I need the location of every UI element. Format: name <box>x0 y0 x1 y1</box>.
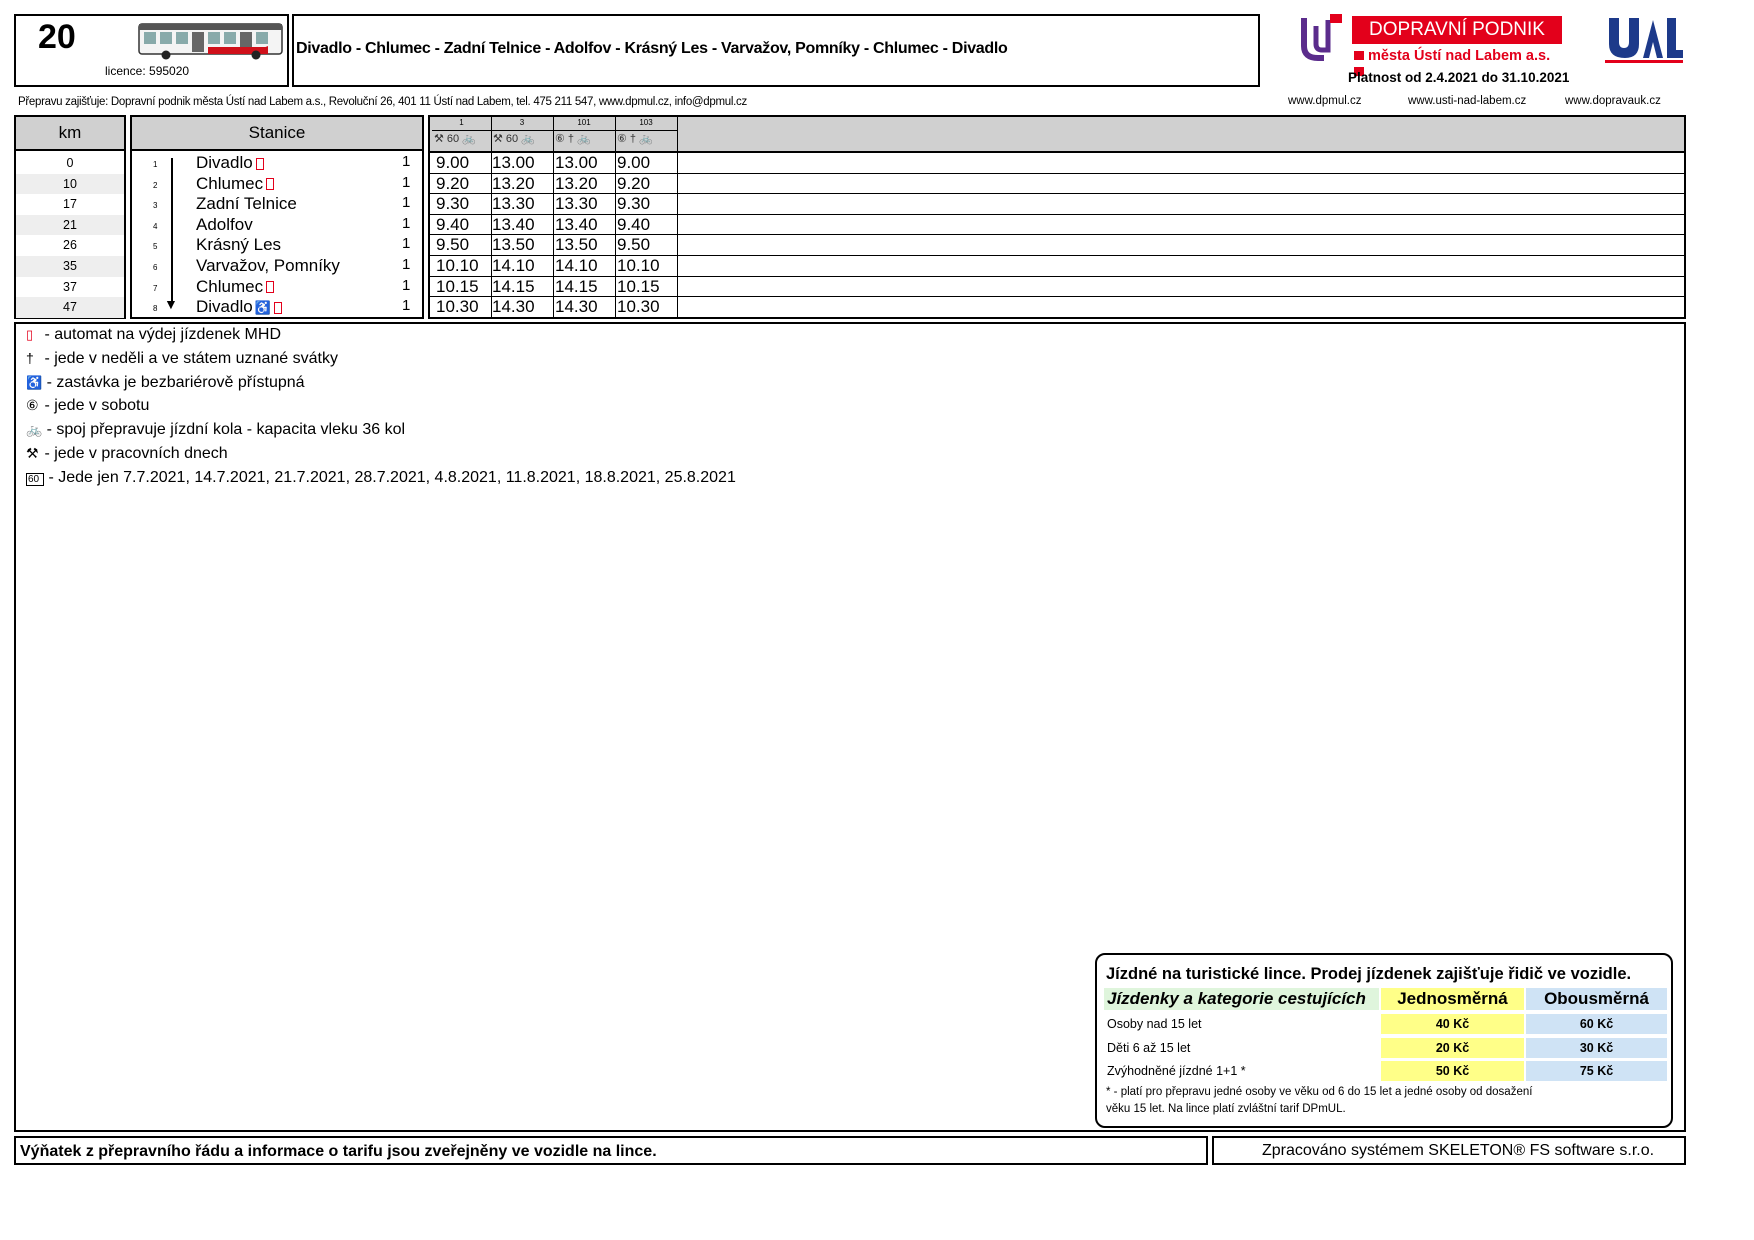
departure-time: 9.30 <box>617 194 651 214</box>
departure-time: 14.15 <box>492 276 535 296</box>
departure-time: 9.40 <box>617 214 651 234</box>
legend-item <box>26 350 338 368</box>
stop-name <box>196 235 281 255</box>
bus-icon <box>138 22 284 60</box>
trip-number: 3 <box>519 118 525 127</box>
legend-item <box>26 397 149 415</box>
km-value: 26 <box>63 238 77 253</box>
km-value: 17 <box>63 197 77 212</box>
stop-sequence: 7 <box>153 283 158 293</box>
fare-note-line2: věku 15 let. Na lince platí zvláštní tarif DPmUL. <box>1106 1103 1346 1115</box>
trip-number-separator <box>432 130 491 131</box>
departure-time: 10.10 <box>617 256 660 275</box>
tariff-zone: 1 <box>402 235 411 253</box>
stop-name-text: Divadlo <box>196 297 253 317</box>
stop-sequence: 5 <box>153 242 158 252</box>
stop-name <box>196 215 253 235</box>
tariff-zone: 1 <box>402 173 411 191</box>
column-divider <box>491 117 492 317</box>
fare-title: Jízdné na turistické lince. Prodej jízdenek zajišťuje řidič ve vozidle. <box>1106 965 1632 983</box>
departure-time: 10.30 <box>436 297 479 317</box>
fare-category: Osoby nad 15 let <box>1104 1014 1379 1034</box>
column-divider <box>615 117 616 317</box>
stop-name <box>196 297 282 317</box>
wheelchair-icon: ♿ <box>254 300 271 316</box>
trip-symbols: ⚒ 60 🚲 <box>434 133 476 145</box>
departure-time: 13.00 <box>492 153 535 172</box>
stop-sequence: 1 <box>153 160 158 169</box>
fare-one-way-price: 20 Kč <box>1381 1038 1524 1058</box>
direction-line <box>171 158 173 304</box>
note-60-icon: 60 <box>26 473 44 486</box>
ticket-icon <box>256 158 264 170</box>
stop-name <box>196 277 274 297</box>
fare-category: Zvýhodněné jízdné 1+1 * <box>1104 1061 1379 1081</box>
departure-time: 10.10 <box>436 256 479 275</box>
stop-sequence: 4 <box>153 221 158 231</box>
stop-name <box>196 194 297 214</box>
legend-item <box>26 445 228 463</box>
legend-text: - zastávka je bezbariérově přístupná <box>42 373 305 391</box>
departure-time: 14.30 <box>492 297 535 317</box>
departure-time: 13.20 <box>492 173 535 193</box>
departure-time: 13.30 <box>492 194 535 214</box>
legend-text: - Jede jen 7.7.2021, 14.7.2021, 21.7.2021, 28.7.2021, 4.8.2021, 11.8.2021, 18.8.2021, 25.8.2021 <box>44 468 736 486</box>
tariff-zone: 1 <box>402 214 411 232</box>
departure-time: 9.00 <box>436 153 470 172</box>
fare-col-category: Jízdenky a kategorie cestujících <box>1104 988 1379 1010</box>
stop-name-text: Chlumec <box>196 173 264 193</box>
trip-number: 1 <box>459 118 464 127</box>
km-header: km <box>14 115 126 151</box>
ticket-icon <box>274 302 282 314</box>
legend-item <box>26 469 736 487</box>
ticket-icon <box>266 178 274 190</box>
departure-time: 14.15 <box>555 276 598 296</box>
km-value: 37 <box>63 279 77 294</box>
departure-time: 13.50 <box>492 235 535 255</box>
departure-time: 9.20 <box>436 173 470 193</box>
stop-name-text: Divadlo <box>196 153 253 172</box>
stop-name <box>196 174 274 194</box>
legend-text: - automat na výdej jízdenek MHD <box>40 326 281 343</box>
departure-time: 9.40 <box>436 214 470 234</box>
stop-name-text: Varvažov, Pomníky <box>196 256 340 275</box>
km-value: 0 <box>66 156 74 170</box>
stop-name <box>196 153 264 173</box>
departure-time: 10.30 <box>617 297 660 317</box>
departure-time: 10.15 <box>436 276 479 296</box>
trip-number-separator <box>615 130 677 131</box>
legend-item <box>26 374 305 392</box>
fare-one-way-price: 40 Kč <box>1381 1014 1524 1034</box>
departure-time: 13.20 <box>555 173 598 193</box>
ticket-icon: ▯ <box>26 327 34 342</box>
legend-item <box>26 421 405 439</box>
trip-symbols: ⑥ † 🚲 <box>617 133 653 145</box>
stop-sequence: 6 <box>153 263 158 272</box>
stop-name <box>196 256 340 276</box>
bicycle-icon: 🚲 <box>26 422 43 438</box>
fare-note-line1: * - platí pro přepravu jedné osoby ve věku od 6 do 15 let a jedné osoby od dosažení <box>1106 1086 1533 1098</box>
departure-time: 9.50 <box>436 235 470 255</box>
direction-arrow-icon: ▼ <box>164 296 178 312</box>
cross-icon: † <box>26 349 34 366</box>
trip-symbols: ⚒ 60 🚲 <box>493 133 535 145</box>
licence-number: licence: 595020 <box>105 64 190 78</box>
departure-time: 9.30 <box>436 194 470 214</box>
route-description: Divadlo - Chlumec - Zadní Telnice - Adolfov - Krásný Les - Varvažov, Pomníky - Chlumec - Divadlo <box>296 40 1008 57</box>
fare-return-price: 30 Kč <box>1526 1038 1667 1058</box>
tariff-zone: 1 <box>402 194 411 212</box>
fare-category: Děti 6 až 15 let <box>1104 1038 1379 1058</box>
km-value: 10 <box>63 176 77 191</box>
dp-logo-subtitle-text: města Ústí nad Labem a.s. <box>1368 48 1551 64</box>
stop-name-text: Zadní Telnice <box>196 194 297 214</box>
dp-logo-icon <box>1298 12 1344 64</box>
fare-col-return: Obousměrná <box>1526 988 1667 1010</box>
legend-text: - jede v sobotu <box>40 397 150 415</box>
departure-time: 14.30 <box>555 297 598 317</box>
validity-period: Platnost od 2.4.2021 do 31.10.2021 <box>1348 70 1570 85</box>
tariff-zone: 1 <box>402 276 411 294</box>
web-link-usti[interactable]: www.usti-nad-labem.cz <box>1408 95 1527 107</box>
footer-credit: Zpracováno systémem SKELETON® FS software s.r.o. <box>1262 1142 1655 1159</box>
web-link-doprava[interactable]: www.dopravauk.cz <box>1565 95 1661 107</box>
departure-time: 13.40 <box>492 214 535 234</box>
fare-return-price: 75 Kč <box>1526 1061 1667 1081</box>
departure-time: 10.15 <box>617 276 660 296</box>
km-value: 35 <box>63 259 77 273</box>
departure-time: 13.40 <box>555 214 598 234</box>
legend-text: - jede v neděli a ve státem uznané svátky <box>40 349 338 367</box>
station-header: Stanice <box>130 115 424 151</box>
legend-text: - jede v pracovních dnech <box>40 445 228 462</box>
fare-one-way-price: 50 Kč <box>1381 1061 1524 1081</box>
legend-text: - spoj přepravuje jízdní kola - kapacita vleku 36 kol <box>42 421 406 439</box>
departure-time: 13.50 <box>555 235 598 255</box>
saturday-icon: ⑥ <box>26 397 39 414</box>
column-divider <box>553 117 554 317</box>
trip-number: 101 <box>577 118 591 127</box>
departure-time: 14.10 <box>492 256 535 275</box>
tariff-zone: 1 <box>402 297 411 315</box>
tariff-zone: 1 <box>402 256 411 273</box>
tariff-zone: 1 <box>402 153 411 170</box>
trip-symbols: ⑥ † 🚲 <box>555 133 591 145</box>
km-value: 21 <box>63 217 77 232</box>
km-value: 47 <box>63 300 77 315</box>
footer-notice: Výňatek z přepravního řádu a informace o tarifu jsou zveřejněny ve vozidle na lince. <box>20 1143 657 1160</box>
line-number: 20 <box>38 18 76 56</box>
departure-time: 14.10 <box>555 256 598 275</box>
hammers-icon: ⚒ <box>26 445 39 461</box>
stop-name-text: Adolfov <box>196 214 253 234</box>
wheelchair-icon: ♿ <box>26 374 43 390</box>
ticket-icon <box>266 281 274 293</box>
departure-time: 13.00 <box>555 153 598 172</box>
dp-logo-banner: DOPRAVNÍ PODNIK <box>1352 16 1562 44</box>
fare-col-one-way: Jednosměrná <box>1381 988 1524 1010</box>
stop-sequence: 3 <box>153 201 158 211</box>
departure-time: 13.30 <box>555 194 598 214</box>
departure-time: 9.20 <box>617 173 651 193</box>
web-link-dpmul[interactable]: www.dpmul.cz <box>1288 95 1362 107</box>
trip-number-separator <box>491 130 553 131</box>
departure-time: 9.00 <box>617 153 651 172</box>
stop-name-text: Chlumec <box>196 276 264 296</box>
legend-item <box>26 326 281 344</box>
dul-logo-icon <box>1605 14 1683 64</box>
stop-sequence: 2 <box>153 180 158 190</box>
stop-name-text: Krásný Les <box>196 235 282 255</box>
column-divider <box>677 117 678 317</box>
fare-return-price: 60 Kč <box>1526 1014 1667 1034</box>
stop-sequence: 8 <box>153 304 158 314</box>
trip-number-separator <box>553 130 615 131</box>
operator-info: Přepravu zajišťuje: Dopravní podnik města Ústí nad Labem a.s., Revoluční 26, 401 11 Ústí nad Labem, tel. 475 211 547, www.dpmul.cz, info@dpmul.cz <box>18 96 747 108</box>
departure-time: 9.50 <box>617 235 651 255</box>
trip-number: 103 <box>639 118 653 127</box>
